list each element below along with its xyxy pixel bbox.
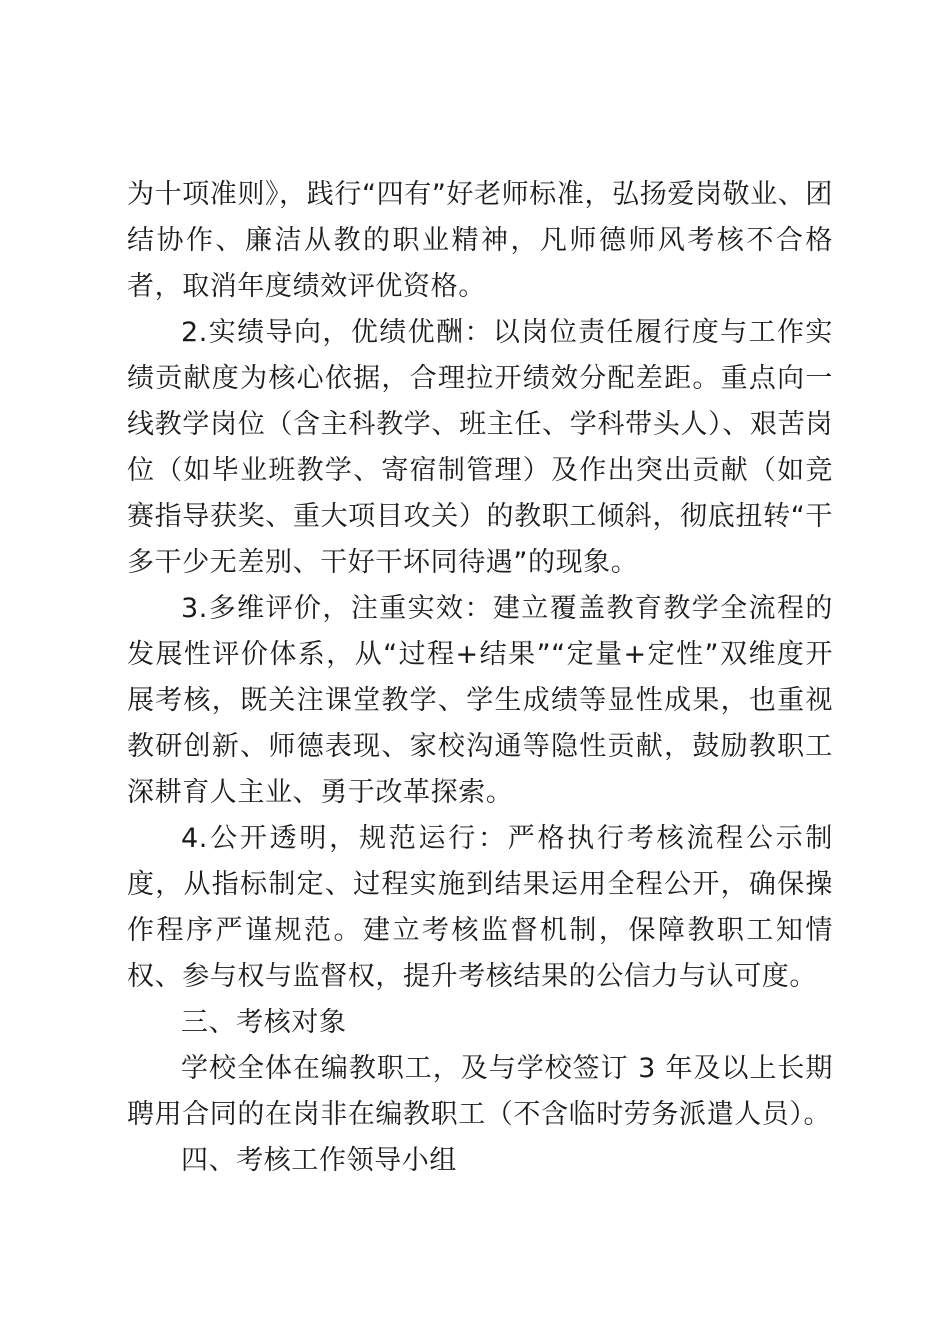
- paragraph-principle-2: 2.实绩导向，优绩优酬：以岗位责任履行度与工作实绩贡献度为核心依据，合理拉开绩效分配差距。重点向一线教学岗位（含主科教学、班主任、学科带头人）、艰苦岗位（如毕业班教学、寄宿制管理）及作出突出贡献（如竞赛指导获奖、重大项目攻关）的教职工倾斜，彻底扭转“干多干少无差别、干好干坏同待遇”的现象。: [127, 317, 833, 578]
- section-heading-assessment-targets: 三、考核对象: [181, 1007, 347, 1038]
- paragraph-principle-4: 4.公开透明，规范运行：严格执行考核流程公示制度，从指标制定、过程实施到结果运用全程公开，确保操作程序严谨规范。建立考核监督机制，保障教职工知情权、参与权与监督权，提升考核结果的公信力与认可度。: [127, 823, 833, 992]
- paragraph-assessment-targets: 学校全体在编教职工，及与学校签订 3 年及以上长期聘用合同的在岗非在编教职工（不含临时劳务派遣人员）。: [127, 1053, 833, 1130]
- document-body: [127, 172, 833, 1184]
- paragraph-principle-3: 3.多维评价，注重实效：建立覆盖教育教学全流程的发展性评价体系，从“过程+结果”“定量+定性”双维度开展考核，既关注课堂教学、学生成绩等显性成果，也重视教研创新、师德表现、家校沟通等隐性贡献，鼓励教职工深耕育人主业、勇于改革探索。: [127, 593, 833, 808]
- section-heading-leadership-group: 四、考核工作领导小组: [181, 1145, 457, 1176]
- paragraph-continuation: 为十项准则》，践行“四有”好老师标准，弘扬爱岗敬业、团结协作、廉洁从教的职业精神，凡师德师风考核不合格者，取消年度绩效评优资格。: [127, 179, 833, 302]
